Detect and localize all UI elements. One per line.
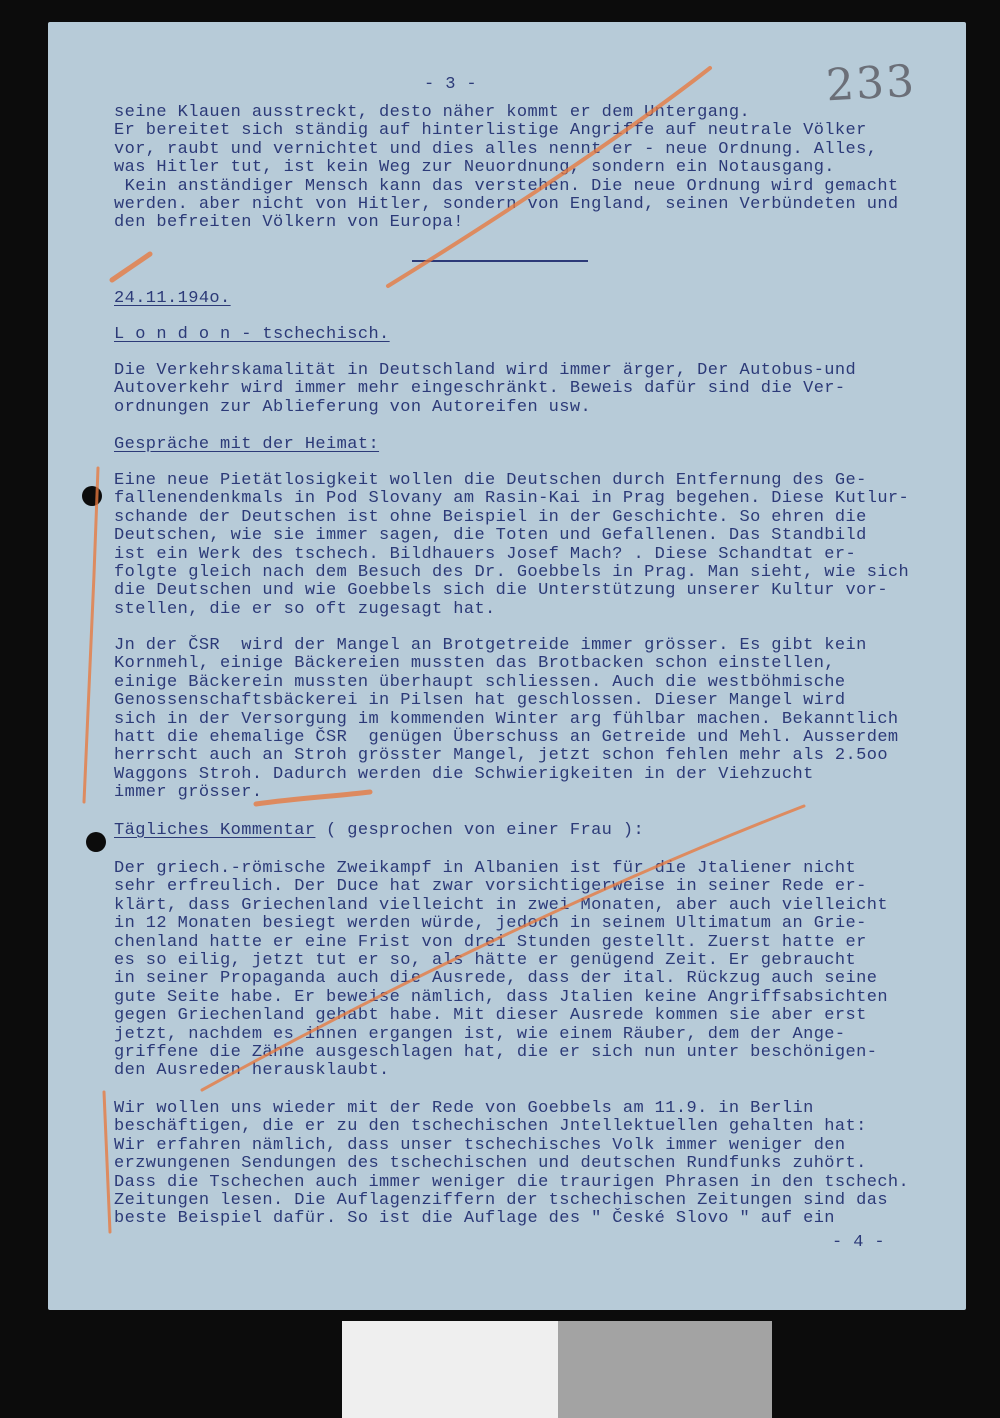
crayon-strike-albania	[202, 806, 804, 1090]
page-marker-bottom: - 4 -	[832, 1233, 886, 1252]
text-line: einige Bäckerein mussten überhaupt schliessen. Auch die westböhmische	[114, 672, 846, 692]
calibration-gray	[558, 1321, 772, 1418]
source-heading: L o n d o n - tschechisch.	[114, 325, 390, 344]
text-line: folgte gleich nach dem Besuch des Dr. Goebbels in Prag. Man sieht, wie sich	[114, 563, 910, 583]
text-line: erzwungenen Sendungen des tschechischen und deutschen Rundfunks zuhört.	[114, 1154, 867, 1174]
text-line: sich in der Versorgung im kommenden Winter arg fühlbar machen. Bekanntlich	[114, 709, 899, 729]
text-line: Autoverkehr wird immer mehr eingeschränkt. Beweis dafür sind die Ver-	[114, 379, 846, 399]
crayon-margin-line	[104, 1092, 110, 1232]
text-line: ordnungen zur Ablieferung von Autoreifen usw.	[114, 397, 592, 417]
text-line: vor, raubt und vernichtet und dies alles nennt er - neue Ordnung. Alles,	[114, 139, 878, 159]
calibration-white	[342, 1321, 558, 1418]
text-line: klärt, dass Griechenland vielleicht in zwei Monaten, aber auch vielleicht	[114, 895, 888, 915]
text-line: was Hitler tut, ist kein Weg zur Neuordnung, sondern ein Notausgang.	[114, 158, 835, 178]
crayon-underline-kommentar	[256, 792, 370, 804]
text-line: Der griech.-römische Zweikampf in Albanien ist für die Jtaliener nicht	[114, 859, 857, 878]
text-line: gute Seite habe. Er beweise nämlich, dass Jtalien keine Angriffsabsichten	[114, 987, 888, 1007]
text-line: den befreiten Völkern von Europa!	[114, 213, 464, 233]
document-page	[48, 22, 966, 1310]
page-marker-top: - 3 -	[424, 75, 478, 94]
text-line: den Ausreden herausklaubt.	[114, 1061, 390, 1081]
text-line: werden. aber nicht von Hitler, sondern von England, seinen Verbündeten und	[114, 195, 899, 215]
crayon-marks	[48, 22, 966, 1310]
text-line: Jn der ČSR wird der Mangel an Brotgetreide immer grösser. Es gibt kein	[114, 636, 867, 655]
text-line: beste Beispiel dafür. So ist die Auflage des " České Slovo " auf ein	[114, 1209, 835, 1229]
handwritten-page-number: 233	[824, 55, 918, 112]
text-line: immer grösser.	[114, 783, 263, 803]
report-date: 24.11.194o.	[114, 289, 231, 308]
text-line: Kornmehl, einige Bäckereien mussten das Brotbacken schon einstellen,	[114, 654, 835, 674]
crayon-margin-line	[84, 468, 98, 802]
text-line: Wir wollen uns wieder mit der Rede von Goebbels am 11.9. in Berlin	[114, 1099, 814, 1118]
text-line: beschäftigen, die er zu den tschechischen Jntellektuellen gehalten hat:	[114, 1117, 867, 1137]
text-line: Dass die Tschechen auch immer weniger die traurigen Phrasen in den tschech.	[114, 1172, 910, 1192]
text-line: fallenendenkmals in Pod Slovany am Rasin-Kai in Prag begehen. Diese Kutlur-	[114, 489, 910, 509]
text-line: in 12 Monaten besiegt werden würde, jedoch in seinem Ultimatum an Grie-	[114, 914, 867, 934]
text-line: die Deutschen und wie Goebbels sich die Unterstützung unserer Kultur vor-	[114, 581, 888, 601]
kommentar-subtitle: ( gesprochen von einer Frau ):	[315, 821, 645, 840]
text-line: in seiner Propaganda auch die Ausrede, dass der ital. Rückzug auch seine	[114, 969, 878, 989]
crayon-strike-intro	[388, 68, 710, 286]
scan-calibration-strip	[342, 1321, 772, 1418]
text-line: stellen, die er so oft zugesagt hat.	[114, 599, 496, 619]
text-line: Genossenschaftsbäckerei in Pilsen hat geschlossen. Dieser Mangel wird	[114, 691, 846, 711]
text-line: Wir erfahren nämlich, dass unser tschechisches Volk immer weniger den	[114, 1135, 846, 1155]
text-line: Eine neue Pietätlosigkeit wollen die Deutschen durch Entfernung des Ge-	[114, 471, 867, 490]
text-line: Waggons Stroh. Dadurch werden die Schwierigkeiten in der Viehzucht	[114, 764, 814, 784]
text-line: Die Verkehrskamalität in Deutschland wird immer ärger, Der Autobus-und	[114, 361, 857, 380]
text-line: seine Klauen ausstreckt, desto näher kommt er dem Untergang.	[114, 103, 751, 122]
text-line: chenland hatte er eine Frist von drei Stunden gestellt. Zuerst hatte er	[114, 932, 867, 952]
text-line: ist ein Werk des tschech. Bildhauers Josef Mach? . Diese Schandtat er-	[114, 544, 857, 564]
text-line: es so eilig, jetzt tut er so, als hätte er genügend Zeit. Er gebraucht	[114, 951, 857, 971]
text-line: jetzt, nachdem es ihnen ergangen ist, wie einem Räuber, dem der Ange-	[114, 1024, 846, 1044]
text-line: sehr erfreulich. Der Duce hat zwar vorsichtigerweise in seiner Rede er-	[114, 877, 867, 897]
text-line: gegen Griechenland gehabt habe. Mit dieser Ausrede kommen sie aber erst	[114, 1006, 867, 1026]
text-line: Deutschen, wie sie immer sagen, die Toten und Gefallenen. Das Standbild	[114, 526, 867, 546]
section-heading-gespraeche: Gespräche mit der Heimat:	[114, 435, 380, 454]
kommentar-title: Tägliches Kommentar	[114, 821, 316, 840]
text-line: Kein anständiger Mensch kann das verstehen. Die neue Ordnung wird gemacht	[114, 176, 899, 196]
text-line: herrscht auch an Stroh grösster Mangel, jetzt schon fehlen mehr als 2.5oo	[114, 746, 888, 766]
text-line: Zeitungen lesen. Die Auflagenziffern der tschechischen Zeitungen sind das	[114, 1191, 888, 1211]
crayon-tick-date	[112, 254, 150, 280]
text-line: schande der Deutschen ist ohne Beispiel in der Geschichte. So ehren die	[114, 507, 867, 527]
text-line: griffene die Zähne ausgeschlagen hat, die er sich nun unter beschönigen-	[114, 1043, 878, 1063]
text-line: Er bereitet sich ständig auf hinterlistige Angriffe auf neutrale Völker	[114, 121, 867, 141]
text-line: hatt die ehemalige ČSR genügen Überschuss an Getreide und Mehl. Ausserdem	[114, 728, 899, 748]
